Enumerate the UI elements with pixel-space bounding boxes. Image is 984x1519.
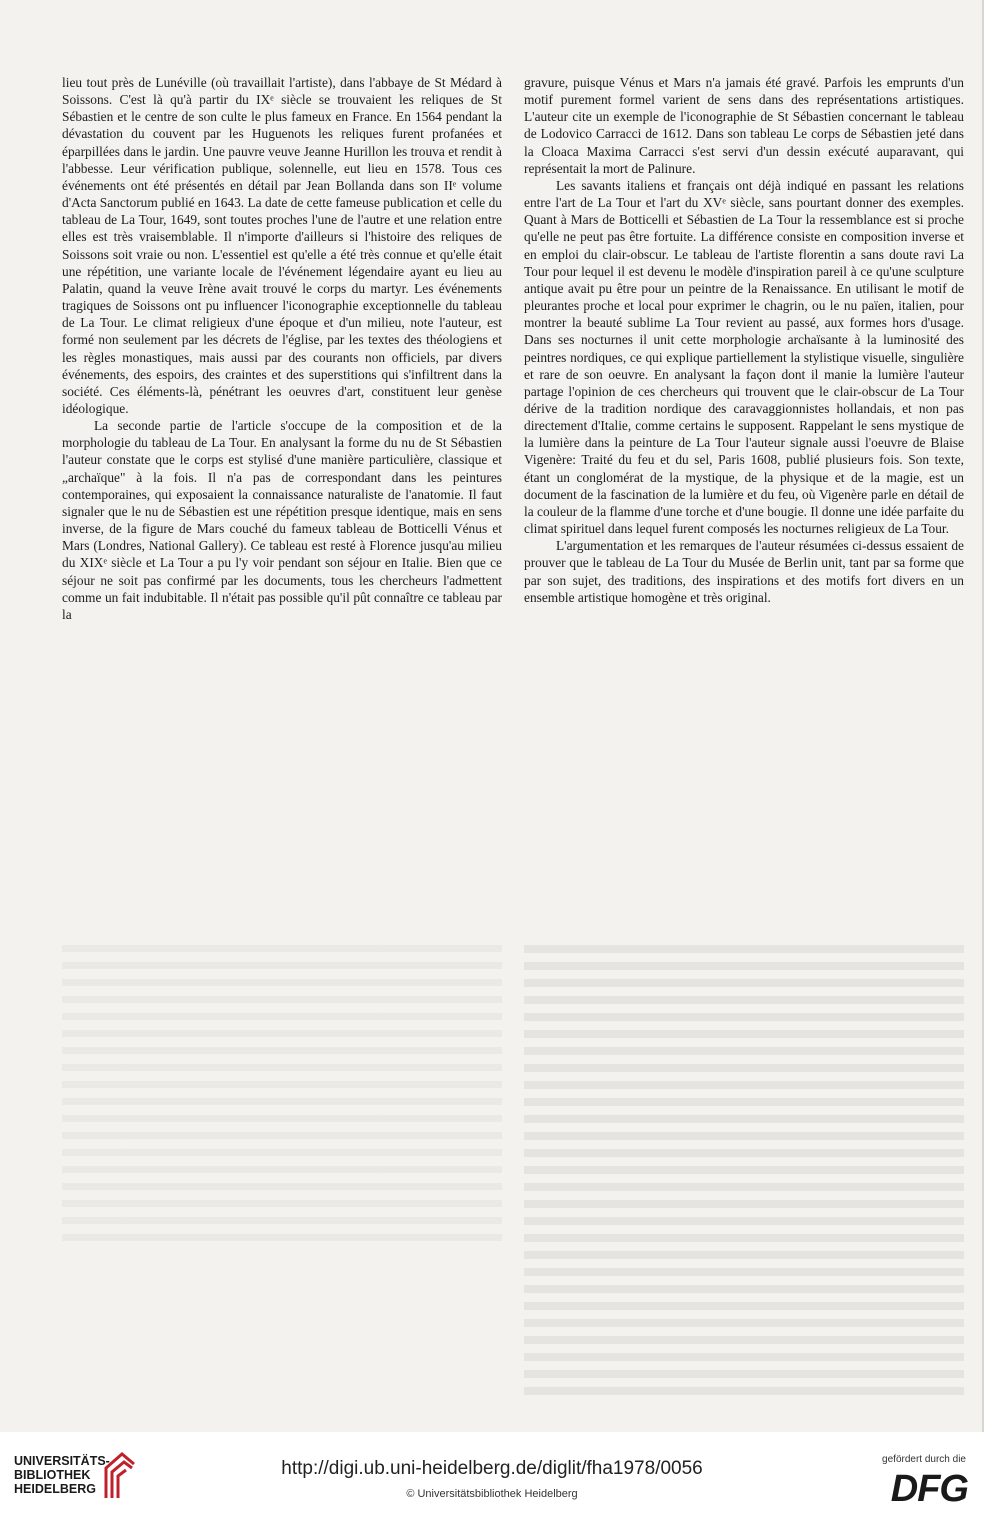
left-column: [62, 74, 502, 623]
right-paragraph-1: gravure, puisque Vénus et Mars n'a jamais été gravé. Parfois les emprunts d'un motif purement formel varient de sens dans des représentations artistiques. L'auteur cite un exemple de l'iconographie de St Sébastien concernant le tableau de Lodovico Carracci de 1612. Dans son tableau Le corps de Sébastien jeté dans la Cloaca Maxima Carracci s'est servi d'un dessin exécuté auparavant, qui représentait la mort de Palinure.: [524, 75, 964, 176]
copyright-notice: © Universitätsbibliothek Heidelberg: [406, 1488, 578, 1500]
left-paragraph-2: La seconde partie de l'article s'occupe de la composition et de la morphologie du tableau de La Tour. En analysant la forme du nu de St Sébastien l'auteur constate que le corps est stylisé d'une manière particulière, classique et „archaïque" à la fois. Il n'a pas de correspondant dans les peintures contemporaines, qui exposaient la connaissance naturaliste de l'anatomie. Il faut signaler que le nu de Sébastien est une répétition presque identique, mais en sens inverse, de la figure de Mars couché du fameux tableau de Botticelli Vénus et Mars (Londres, National Gallery). Ce tableau est resté à Florence jusqu'au milieu du XIXᵉ siècle et La Tour a pu l'y voir pendant son séjour en Italie. Bien que ce séjour ne soit pas confirmé par les documents, tous les chercheurs l'admettent comme un fait indubitable. Il n'était pas possible qu'il pût connaître ce tableau par la: [62, 418, 502, 622]
right-paragraph-3: L'argumentation et les remarques de l'auteur résumées ci-dessus essaient de prouver que le tableau de La Tour du Musée de Berlin unit, tant par sa forme que par son sujet, des traditions, des inspirations et des motifs fort divers en un ensemble artistique homogène et très original.: [524, 538, 964, 605]
funding-note: gefördert durch die: [882, 1454, 966, 1465]
dfg-logo[interactable]: DFG: [890, 1468, 968, 1510]
page-url-link[interactable]: http://digi.ub.uni-heidelberg.de/diglit/fha1978/0056: [281, 1458, 703, 1479]
library-line-1: UNIVERSITÄTS-: [14, 1454, 110, 1468]
library-line-2: BIBLIOTHEK: [14, 1468, 91, 1482]
footer-bar: [0, 1432, 984, 1519]
show-through-left: [62, 945, 502, 1245]
right-column: [524, 74, 964, 606]
left-paragraph-1: lieu tout près de Lunéville (où travaillait l'artiste), dans l'abbaye de St Médard à Soissons. C'est là qu'à partir du IXᵉ siècle se trouvaient les reliques de St Sébastien et le centre de son culte le plus fameux en France. En 1564 pendant la dévastation du couvent par les Huguenots les reliques furent profanées et éparpillées dans le jardin. Une pauvre veuve Jeanne Hurillon les trouva et rendit à l'abbesse. Leur vérification publique, solennelle, eut lieu en 1578. Tous ces événements ont été présentés en détail par Jean Bollanda dans son IIᵉ volume d'Acta Sanctorum publié en 1643. La date de cette fameuse publication et celle du tableau de La Tour, 1649, sont toutes proches l'une de l'autre et une relation entre elles est très vraisemblable. Il n'importe d'ailleurs si l'histoire des reliques de Soissons soit vraie ou non. L'essentiel est qu'elle a été très connue et qu'elle était une répétition, une variante locale de l'événement légendaire ayant eu lieu au Palatin, quand la veuve Irène avait trouvé le corps du martyr. Les événements tragiques de Soissons ont pu influencer l'iconographie exceptionnelle du tableau de La Tour. Le climat religieux d'une époque et d'un milieu, note l'auteur, est formé non seulement par les décrets de l'église, par les textes des théologiens et les règles monastiques, mais aussi par des courants non officiels, par divers événements, des espoirs, des craintes et des superstitions qui s'infiltrent dans la société. Ces éléments-là, pénétrant les oeuvres d'art, constituent leur genèse idéologique.: [62, 75, 502, 416]
right-paragraph-2: Les savants italiens et français ont déjà indiqué en passant les relations entre l'art de La Tour et l'art du XVᵉ siècle, sans pourtant donner des exemples. Quant à Mars de Botticelli et Sébastien de La Tour la ressemblance est si proche qu'elle ne peut pas être fortuite. La différence consiste en composition inverse et en emploi du clair-obscur. Le tableau de l'artiste florentin a sans doute ravi La Tour pour lequel il est devenu le modèle d'inspiration pareil à ce qu'une sculpture antique avait pu être pour un peintre de la Renaissance. En utilisant le motif de pleurantes proche et local pour exprimer le chagrin, ou le nu païen, italien, pour montrer la beauté sublime La Tour revient au passé, aux formes hors d'usage. Dans ses nocturnes il unit cette morphologie archaïsante à la luminosité des peintres nordiques, ce qui explique partiellement la stylistique visuelle, singulière et rare de son oeuvre. En analysant la façon dont il manie la lumière l'auteur partage l'opinion de ces chercheurs qui trouvent que le clair-obscur de La Tour dérive de la tradition nordique des caravaggionnistes hollandais, et non pas directement d'Italie, comme certains le supposent. Rappelant le sens mystique de la lumière dans la peinture de La Tour l'auteur signale aussi l'oeuvre de Blaise Vigenère: Traité du feu et du sel, Paris 1608, publié plusieurs fois. Son texte, étant un conglomérat de la mystique, de la physique et de la magie, est un document de la fascination de la lumière et du feu, où Vigenère parle en détail de la couleur de la flamme d'une torche et d'une bougie. Il donne une idée parfaite du climat spirituel dans lequel furent composés les nocturnes religieux de La Tour.: [524, 177, 964, 537]
library-line-3: HEIDELBERG: [14, 1482, 96, 1496]
show-through-right: [524, 945, 964, 1395]
